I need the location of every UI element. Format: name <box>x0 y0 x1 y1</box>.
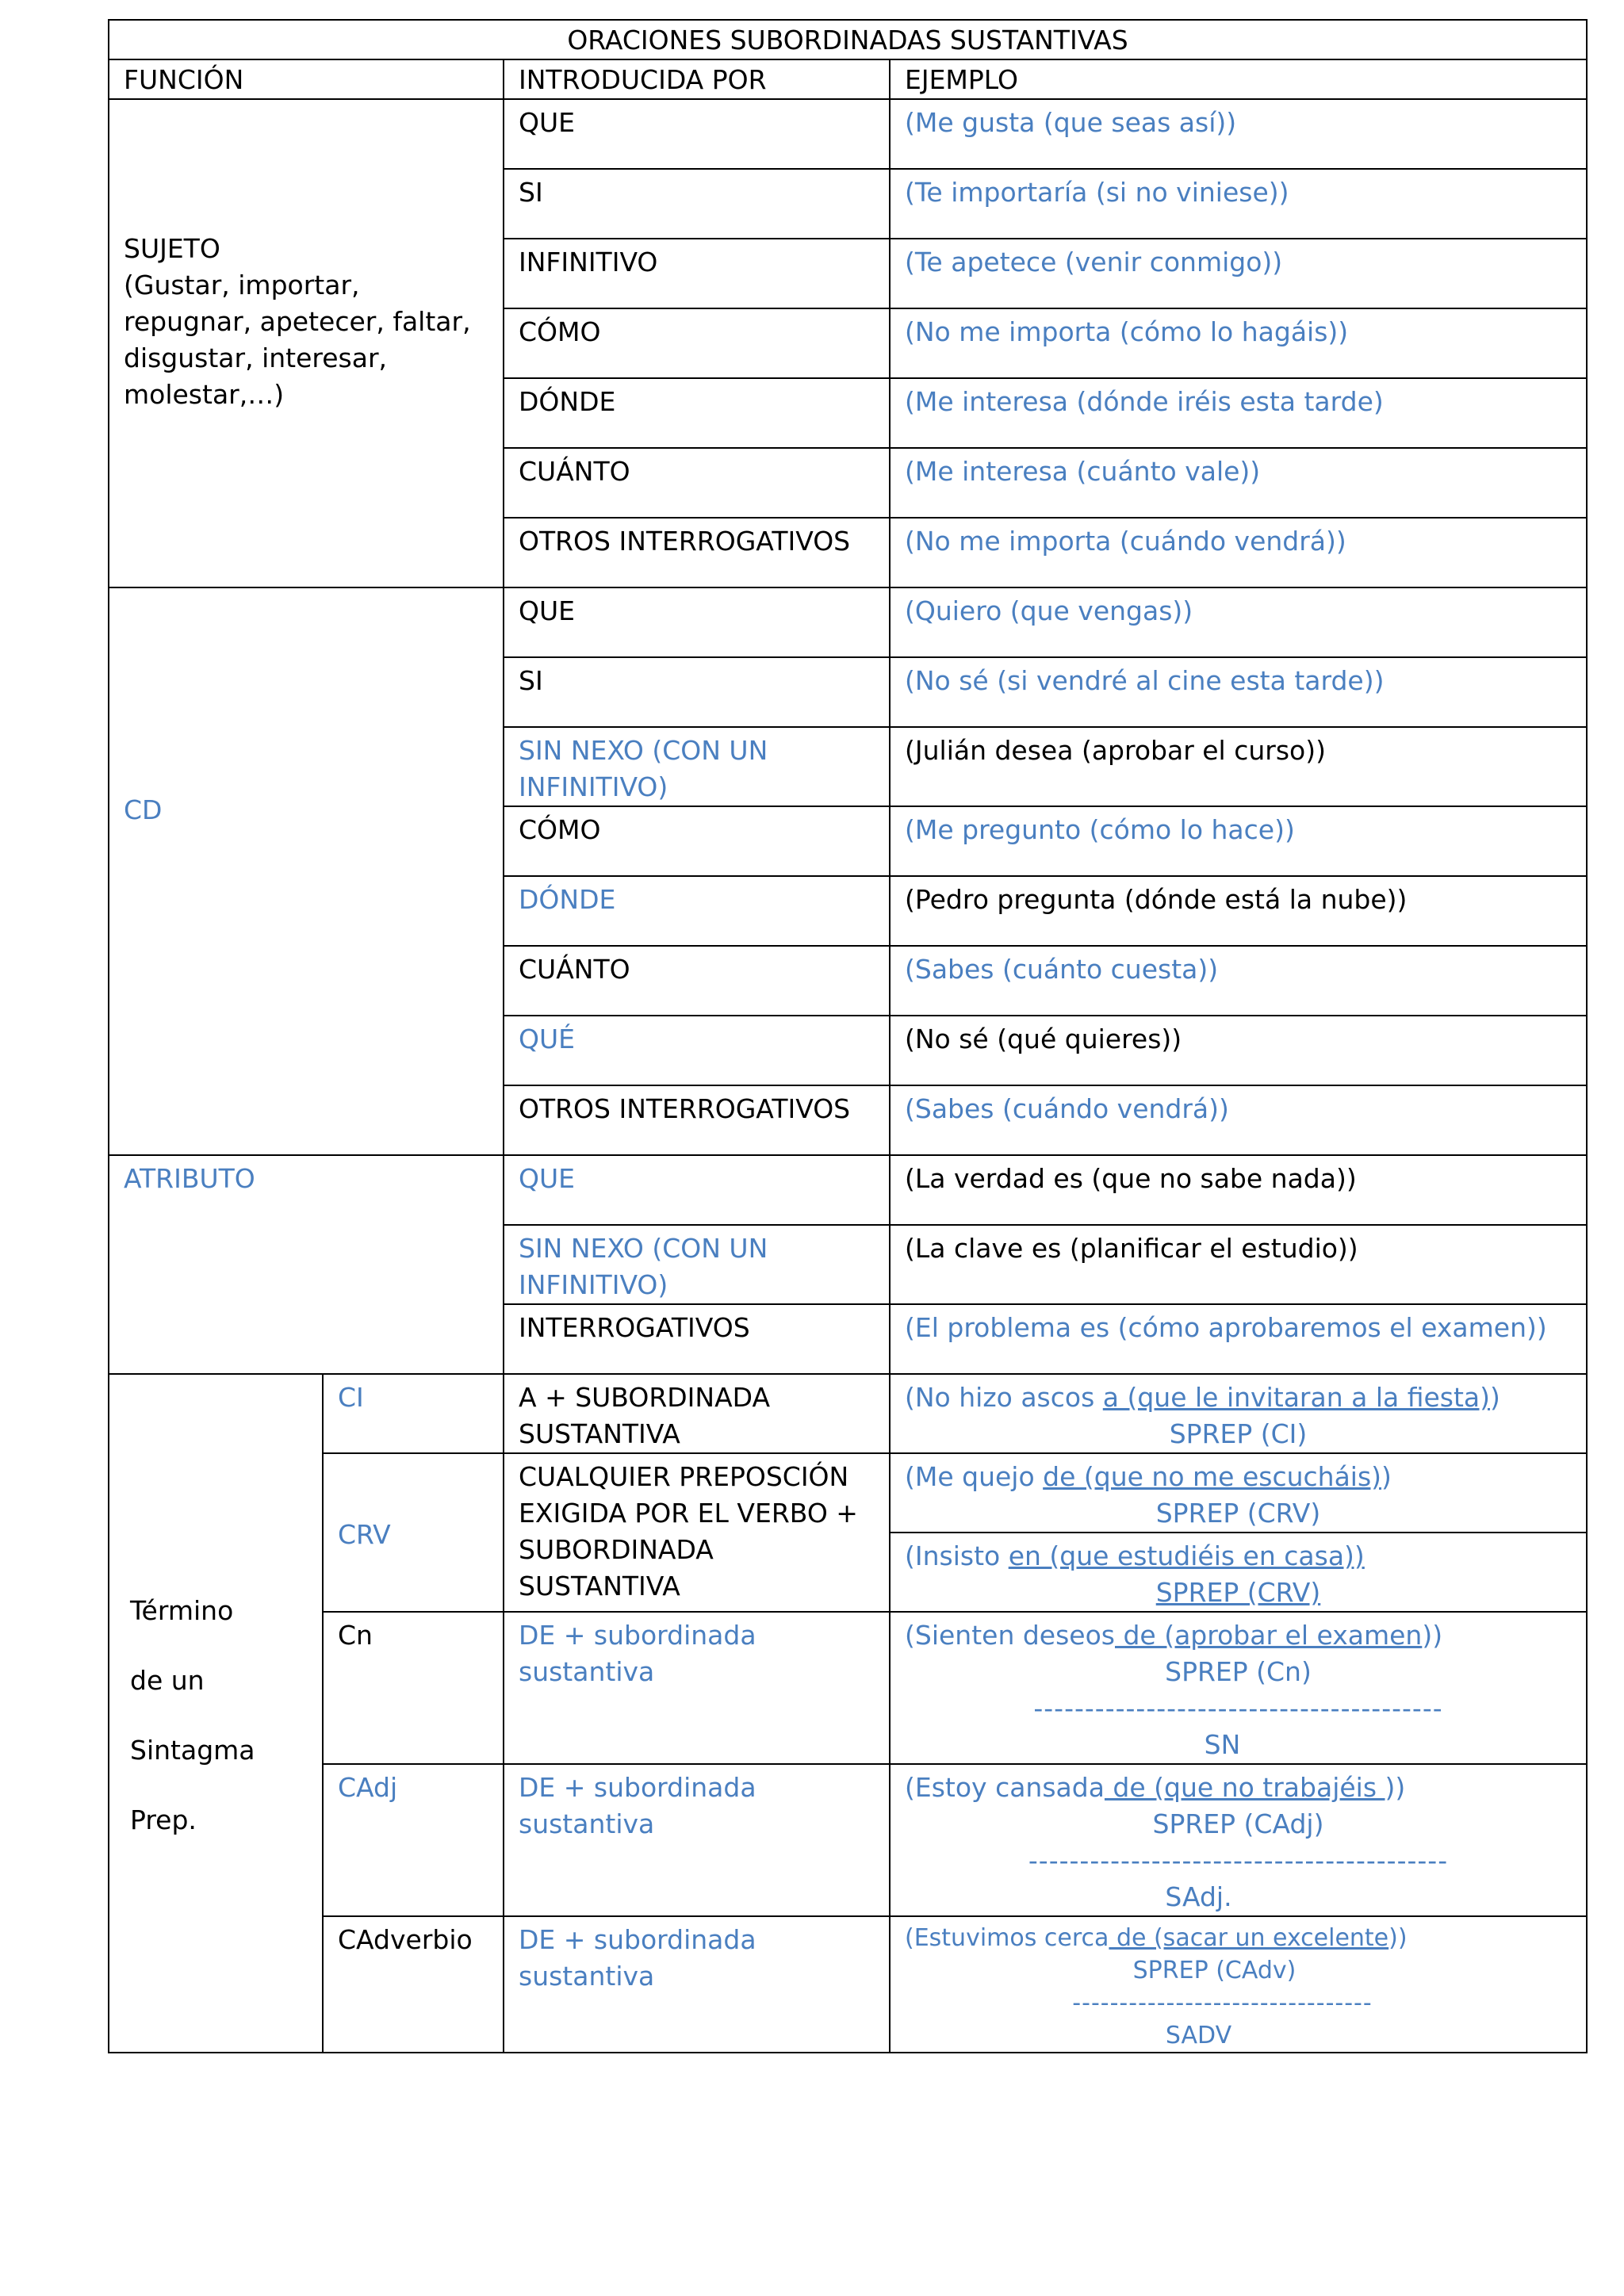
termino-line-1: Término <box>130 1595 234 1626</box>
cd-example-que: (Quiero (que vengas)) <box>890 587 1587 657</box>
cadverbio-intro: DE + subordinada sustantiva <box>504 1916 890 2053</box>
function-sujeto <box>109 99 504 587</box>
sujeto-intro-infinitivo: INFINITIVO <box>504 239 890 308</box>
sujeto-intro-como: CÓMO <box>504 308 890 378</box>
cd-example-donde: (Pedro pregunta (dónde está la nube)) <box>890 876 1587 946</box>
cd-example-que-acento: (No sé (qué quieres)) <box>890 1016 1587 1085</box>
cd-intro-si: SI <box>504 657 890 727</box>
header-funcion: FUNCIÓN <box>109 59 504 99</box>
cadj-tag: SPREP (CAdj) <box>1152 1808 1324 1839</box>
function-termino-sprep <box>109 1374 323 2053</box>
cadj-example: (Estoy cansada de (que no trabajéis )) SPREP (CAdj) ----------------------------------------- SAdj. <box>890 1764 1587 1916</box>
cd-intro-donde: DÓNDE <box>504 876 890 946</box>
sujeto-intro-donde: DÓNDE <box>504 378 890 448</box>
sujeto-example-infinitivo: (Te apetece (venir conmigo)) <box>890 239 1587 308</box>
atributo-example-sin-nexo: (La clave es (planificar el estudio)) <box>890 1225 1587 1304</box>
crv-tag-1: SPREP (CRV) <box>1155 1498 1321 1529</box>
cn-dashes: ---------------------------------------- <box>1033 1693 1443 1724</box>
cd-example-otros: (Sabes (cuándo vendrá)) <box>890 1085 1587 1155</box>
cadj-phrase: SAdj. <box>1165 1881 1232 1912</box>
sujeto-example-donde: (Me interesa (dónde iréis esta tarde) <box>890 378 1587 448</box>
label-cadverbio: CAdverbio <box>323 1916 504 2053</box>
cd-example-si: (No sé (si vendré al cine esta tarde)) <box>890 657 1587 727</box>
sujeto-example-si: (Te importaría (si no viniese)) <box>890 169 1587 239</box>
sujeto-example-que: (Me gusta (que seas así)) <box>890 99 1587 169</box>
cn-example: (Sienten deseos de (aprobar el examen)) SPREP (Cn) ---------------------------------------- SN <box>890 1612 1587 1764</box>
termino-line-2: de un <box>130 1665 205 1696</box>
cadj-dashes: ----------------------------------------- <box>1028 1845 1449 1876</box>
ci-intro: A + SUBORDINADA SUSTANTIVA <box>504 1374 890 1453</box>
cadverbio-tag: SPREP (CAdv) <box>1132 1957 1297 1984</box>
sujeto-verbs: (Gustar, importar, repugnar, apetecer, faltar, disgustar, interesar, molestar,…) <box>124 270 471 410</box>
subordinate-clauses-table <box>108 19 1588 2053</box>
cd-intro-otros: OTROS INTERROGATIVOS <box>504 1085 890 1155</box>
cd-example-cuanto: (Sabes (cuánto cuesta)) <box>890 946 1587 1016</box>
ci-tag: SPREP (CI) <box>1169 1418 1308 1449</box>
header-introducida: INTRODUCIDA POR <box>504 59 890 99</box>
atributo-intro-sin-nexo: SIN NEXO (CON UN INFINITIVO) <box>504 1225 890 1304</box>
sujeto-example-como: (No me importa (cómo lo hagáis)) <box>890 308 1587 378</box>
cd-intro-como: CÓMO <box>504 806 890 876</box>
cn-intro: DE + subordinada sustantiva <box>504 1612 890 1764</box>
crv-example-2: (Insisto en (que estudiéis en casa)) SPREP (CRV) <box>890 1533 1587 1612</box>
sujeto-intro-si: SI <box>504 169 890 239</box>
crv-tag-2: SPREP (CRV) <box>1155 1577 1321 1608</box>
header-ejemplo: EJEMPLO <box>890 59 1587 99</box>
sujeto-example-otros: (No me importa (cuándo vendrá)) <box>890 518 1587 587</box>
atributo-intro-interrogativos: INTERROGATIVOS <box>504 1304 890 1374</box>
cd-intro-que: QUE <box>504 587 890 657</box>
atributo-example-interrogativos: (El problema es (cómo aprobaremos el examen)) <box>890 1304 1587 1374</box>
cadverbio-phrase: SADV <box>1165 2022 1232 2049</box>
cadverbio-example: (Estuvimos cerca de (sacar un excelente)) SPREP (CAdv) -------------------------------- SADV <box>890 1916 1587 2053</box>
function-atributo: ATRIBUTO <box>109 1155 504 1374</box>
cn-phrase: SN <box>1204 1729 1241 1760</box>
atributo-intro-que: QUE <box>504 1155 890 1225</box>
cn-tag: SPREP (Cn) <box>1165 1656 1312 1687</box>
cd-example-como: (Me pregunto (cómo lo hace)) <box>890 806 1587 876</box>
sujeto-example-cuanto: (Me interesa (cuánto vale)) <box>890 448 1587 518</box>
label-crv: CRV <box>323 1453 504 1612</box>
cadverbio-dashes: -------------------------------- <box>1072 1989 1373 2017</box>
termino-line-4: Prep. <box>130 1804 197 1835</box>
sujeto-intro-otros: OTROS INTERROGATIVOS <box>504 518 890 587</box>
cd-intro-sin-nexo: SIN NEXO (CON UN INFINITIVO) <box>504 727 890 806</box>
cadj-intro: DE + subordinada sustantiva <box>504 1764 890 1916</box>
termino-line-3: Sintagma <box>130 1735 255 1766</box>
label-ci: CI <box>323 1374 504 1453</box>
table-title: ORACIONES SUBORDINADAS SUSTANTIVAS <box>109 20 1587 59</box>
atributo-example-que: (La verdad es (que no sabe nada)) <box>890 1155 1587 1225</box>
sujeto-intro-que: QUE <box>504 99 890 169</box>
cd-example-sin-nexo: (Julián desea (aprobar el curso)) <box>890 727 1587 806</box>
ci-example: (No hizo ascos a (que le invitaran a la fiesta)) SPREP (CI) <box>890 1374 1587 1453</box>
crv-example-1: (Me quejo de (que no me escucháis)) SPREP (CRV) <box>890 1453 1587 1533</box>
label-cn: Cn <box>323 1612 504 1764</box>
sujeto-label: SUJETO <box>124 233 220 264</box>
label-cadj: CAdj <box>323 1764 504 1916</box>
sujeto-intro-cuanto: CUÁNTO <box>504 448 890 518</box>
cd-intro-que-acento: QUÉ <box>504 1016 890 1085</box>
cd-intro-cuanto: CUÁNTO <box>504 946 890 1016</box>
function-cd: CD <box>109 587 504 1155</box>
crv-intro: CUALQUIER PREPOSCIÓN EXIGIDA POR EL VERBO + SUBORDINADA SUSTANTIVA <box>504 1453 890 1612</box>
